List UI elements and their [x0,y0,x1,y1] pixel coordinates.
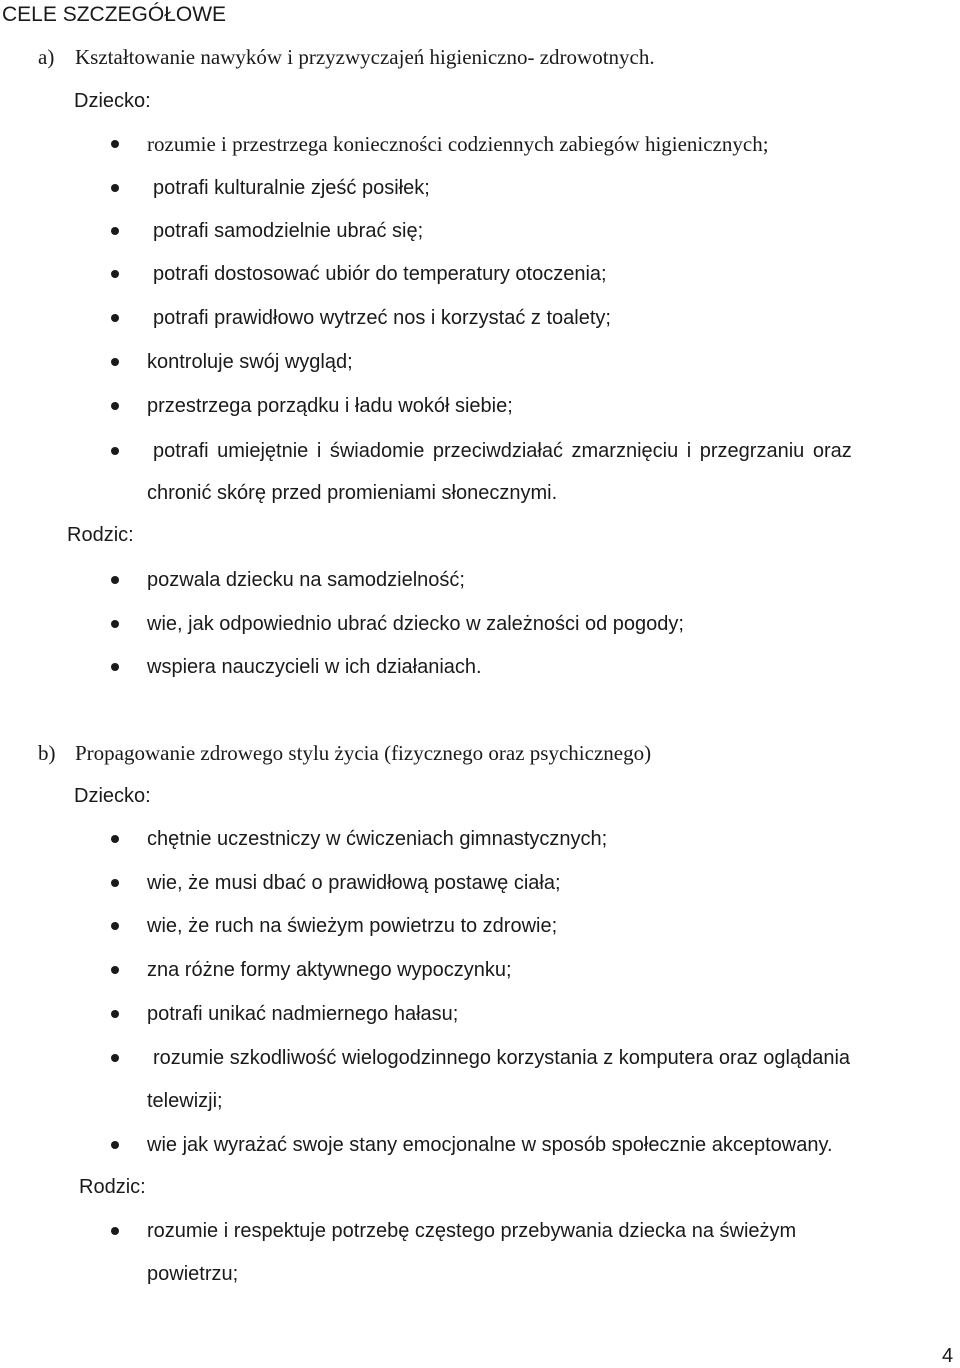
page-number: 4 [942,1345,954,1367]
bullet-icon [111,620,119,628]
bullet-icon [111,1141,119,1149]
bullet-icon [111,1227,119,1235]
bullet-icon [111,314,119,322]
section-b-marker: b) [38,741,56,765]
section-a-marker: a) [38,45,55,69]
bullet-icon [111,879,119,887]
bullet-icon [111,402,119,410]
bullet-icon [111,184,119,192]
bullet-icon [111,270,119,278]
section-b-title: Propagowanie zdrowego stylu życia (fizycznego oraz psychicznego) [75,741,652,765]
section-a-title: Kształtowanie nawyków i przyzwyczajeń higieniczno- zdrowotnych. [75,45,655,69]
bullet-icon [111,576,119,584]
bullet-icon [111,922,119,930]
bullet-icon [111,140,119,148]
bullet-icon [111,835,119,843]
bullet-icon [111,1010,119,1018]
bullet-icon [111,663,119,671]
bullet-icon [111,447,119,455]
bullet-icon [111,358,119,366]
bullet-icon [111,227,119,235]
bullet-icon [111,966,119,974]
bullet-icon [111,1054,119,1062]
